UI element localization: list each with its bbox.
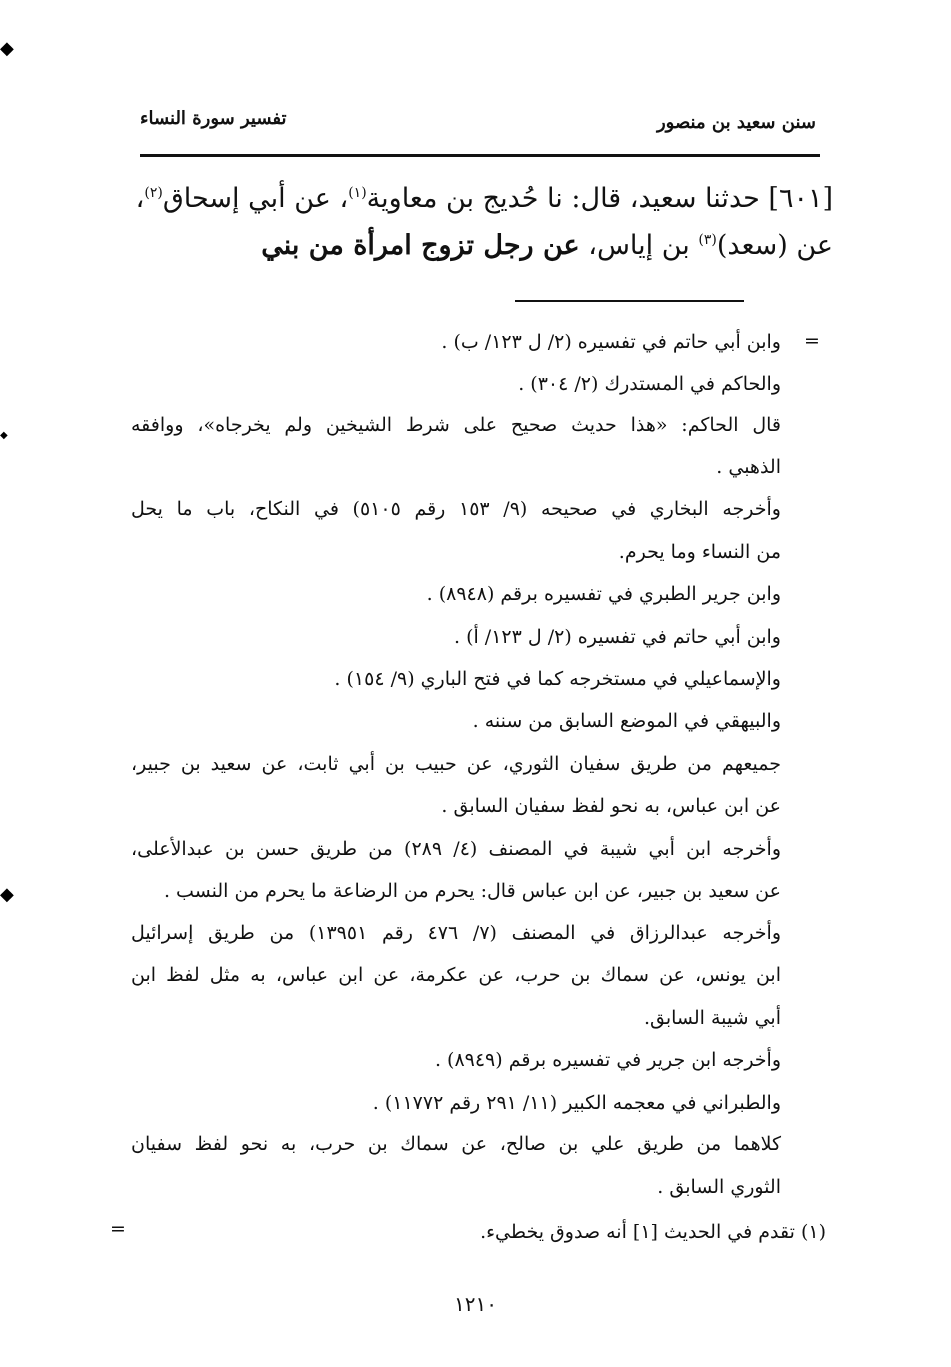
footnote-continuation-mark: = bbox=[110, 1218, 126, 1240]
hadith-text: بن إياس، bbox=[579, 230, 699, 261]
note-line: عن ابن عباس، به نحو لفظ سفيان السابق . bbox=[441, 795, 781, 817]
note-line: وأخرجه ابن أبي شيبة في المصنف (٤/ ٢٨٩) من طريق حسن بن عبدالأعلى، bbox=[131, 838, 782, 860]
note-line: الثوري السابق . bbox=[657, 1176, 781, 1198]
book-title: سنن سعيد بن منصور bbox=[656, 112, 816, 133]
footnote-ref: (٢) bbox=[144, 185, 163, 201]
hadith-text: [٦٠١] حدثنا سعيد، قال: نا حُديج بن معاوية bbox=[366, 183, 833, 214]
note-line: قال الحاكم: «هذا حديث صحيح على شرط الشيخين ولم يخرجاه»، ووافقه bbox=[131, 414, 781, 436]
hadith-line-2 bbox=[261, 230, 833, 261]
note-line: من النساء وما يحرم. bbox=[618, 541, 781, 563]
note-line: والطبراني في معجمه الكبير (١١/ ٢٩١ رقم ١١٧٧٢) . bbox=[372, 1092, 781, 1114]
footnote-ref: (٣) bbox=[698, 232, 717, 248]
note-line: والإسماعيلي في مستخرجه كما في فتح الباري (٩/ ١٥٤) . bbox=[334, 668, 781, 690]
note-line: ابن يونس، عن سماك بن حرب، عن عكرمة، عن ابن عباس، به مثل لفظ ابن bbox=[131, 964, 781, 986]
note-line: وأخرجه عبدالرزاق في المصنف (٧/ ٤٧٦ رقم ١٣٩٥١) من طريق إسرائيل bbox=[131, 922, 781, 944]
footnote-1 bbox=[480, 1221, 826, 1243]
footnote-marker: (١) bbox=[800, 1221, 826, 1243]
margin-mark: ◆ bbox=[0, 38, 14, 59]
note-line: الذهبي . bbox=[716, 456, 781, 478]
hadith-text: ، bbox=[135, 183, 145, 214]
footnote-separator bbox=[515, 300, 744, 302]
note-line: كلاهما من طريق علي بن صالح، عن سماك بن حرب، به نحو لفظ سفيان bbox=[131, 1133, 781, 1155]
header-rule bbox=[140, 154, 820, 157]
note-line: وأخرجه ابن جرير في تفسيره برقم (٨٩٤٩) . bbox=[434, 1049, 781, 1071]
note-line: وأخرجه البخاري في صحيحه (٩/ ١٥٣ رقم ٥١٠٥) في النكاح، باب ما يحل bbox=[131, 498, 781, 520]
note-line: جميعهم من طريق سفيان الثوري، عن حبيب بن أبي ثابت، عن سعيد بن جبير، bbox=[131, 753, 781, 775]
note-line: عن سعيد بن جبير، عن ابن عباس قال: يحرم من الرضاعة ما يحرم من النسب . bbox=[163, 880, 781, 902]
section-title: تفسير سورة النساء bbox=[140, 108, 287, 129]
hadith-bold-text: عن رجل تزوج امرأة من بني bbox=[261, 230, 580, 261]
footnote-text: تقدم في الحديث [١] أنه صدوق يخطيء. bbox=[480, 1221, 795, 1243]
page-number: ١٢١٠ bbox=[454, 1292, 497, 1316]
hadith-text: عن (سعد) bbox=[716, 230, 833, 261]
note-line: أبي شيبة السابق. bbox=[643, 1007, 781, 1029]
note-line: وابن أبي حاتم في تفسيره (٢/ ل ١٢٣/ أ) . bbox=[454, 626, 781, 648]
note-line: وابن أبي حاتم في تفسيره (٢/ ل ١٢٣/ ب) . bbox=[441, 331, 781, 353]
footnote-ref: (١) bbox=[348, 185, 367, 201]
hadith-text: ، عن أبي إسحاق bbox=[162, 183, 349, 214]
note-line: والبيهقي في الموضع السابق من سننه . bbox=[472, 710, 781, 732]
hadith-line-1 bbox=[136, 183, 833, 214]
margin-mark: ◆ bbox=[0, 884, 14, 905]
continuation-mark: = bbox=[804, 330, 820, 352]
note-line: وابن جرير الطبري في تفسيره برقم (٨٩٤٨) . bbox=[426, 583, 781, 605]
note-line: والحاكم في المستدرك (٢/ ٣٠٤) . bbox=[518, 373, 781, 395]
margin-mark: ◆ bbox=[0, 430, 8, 441]
